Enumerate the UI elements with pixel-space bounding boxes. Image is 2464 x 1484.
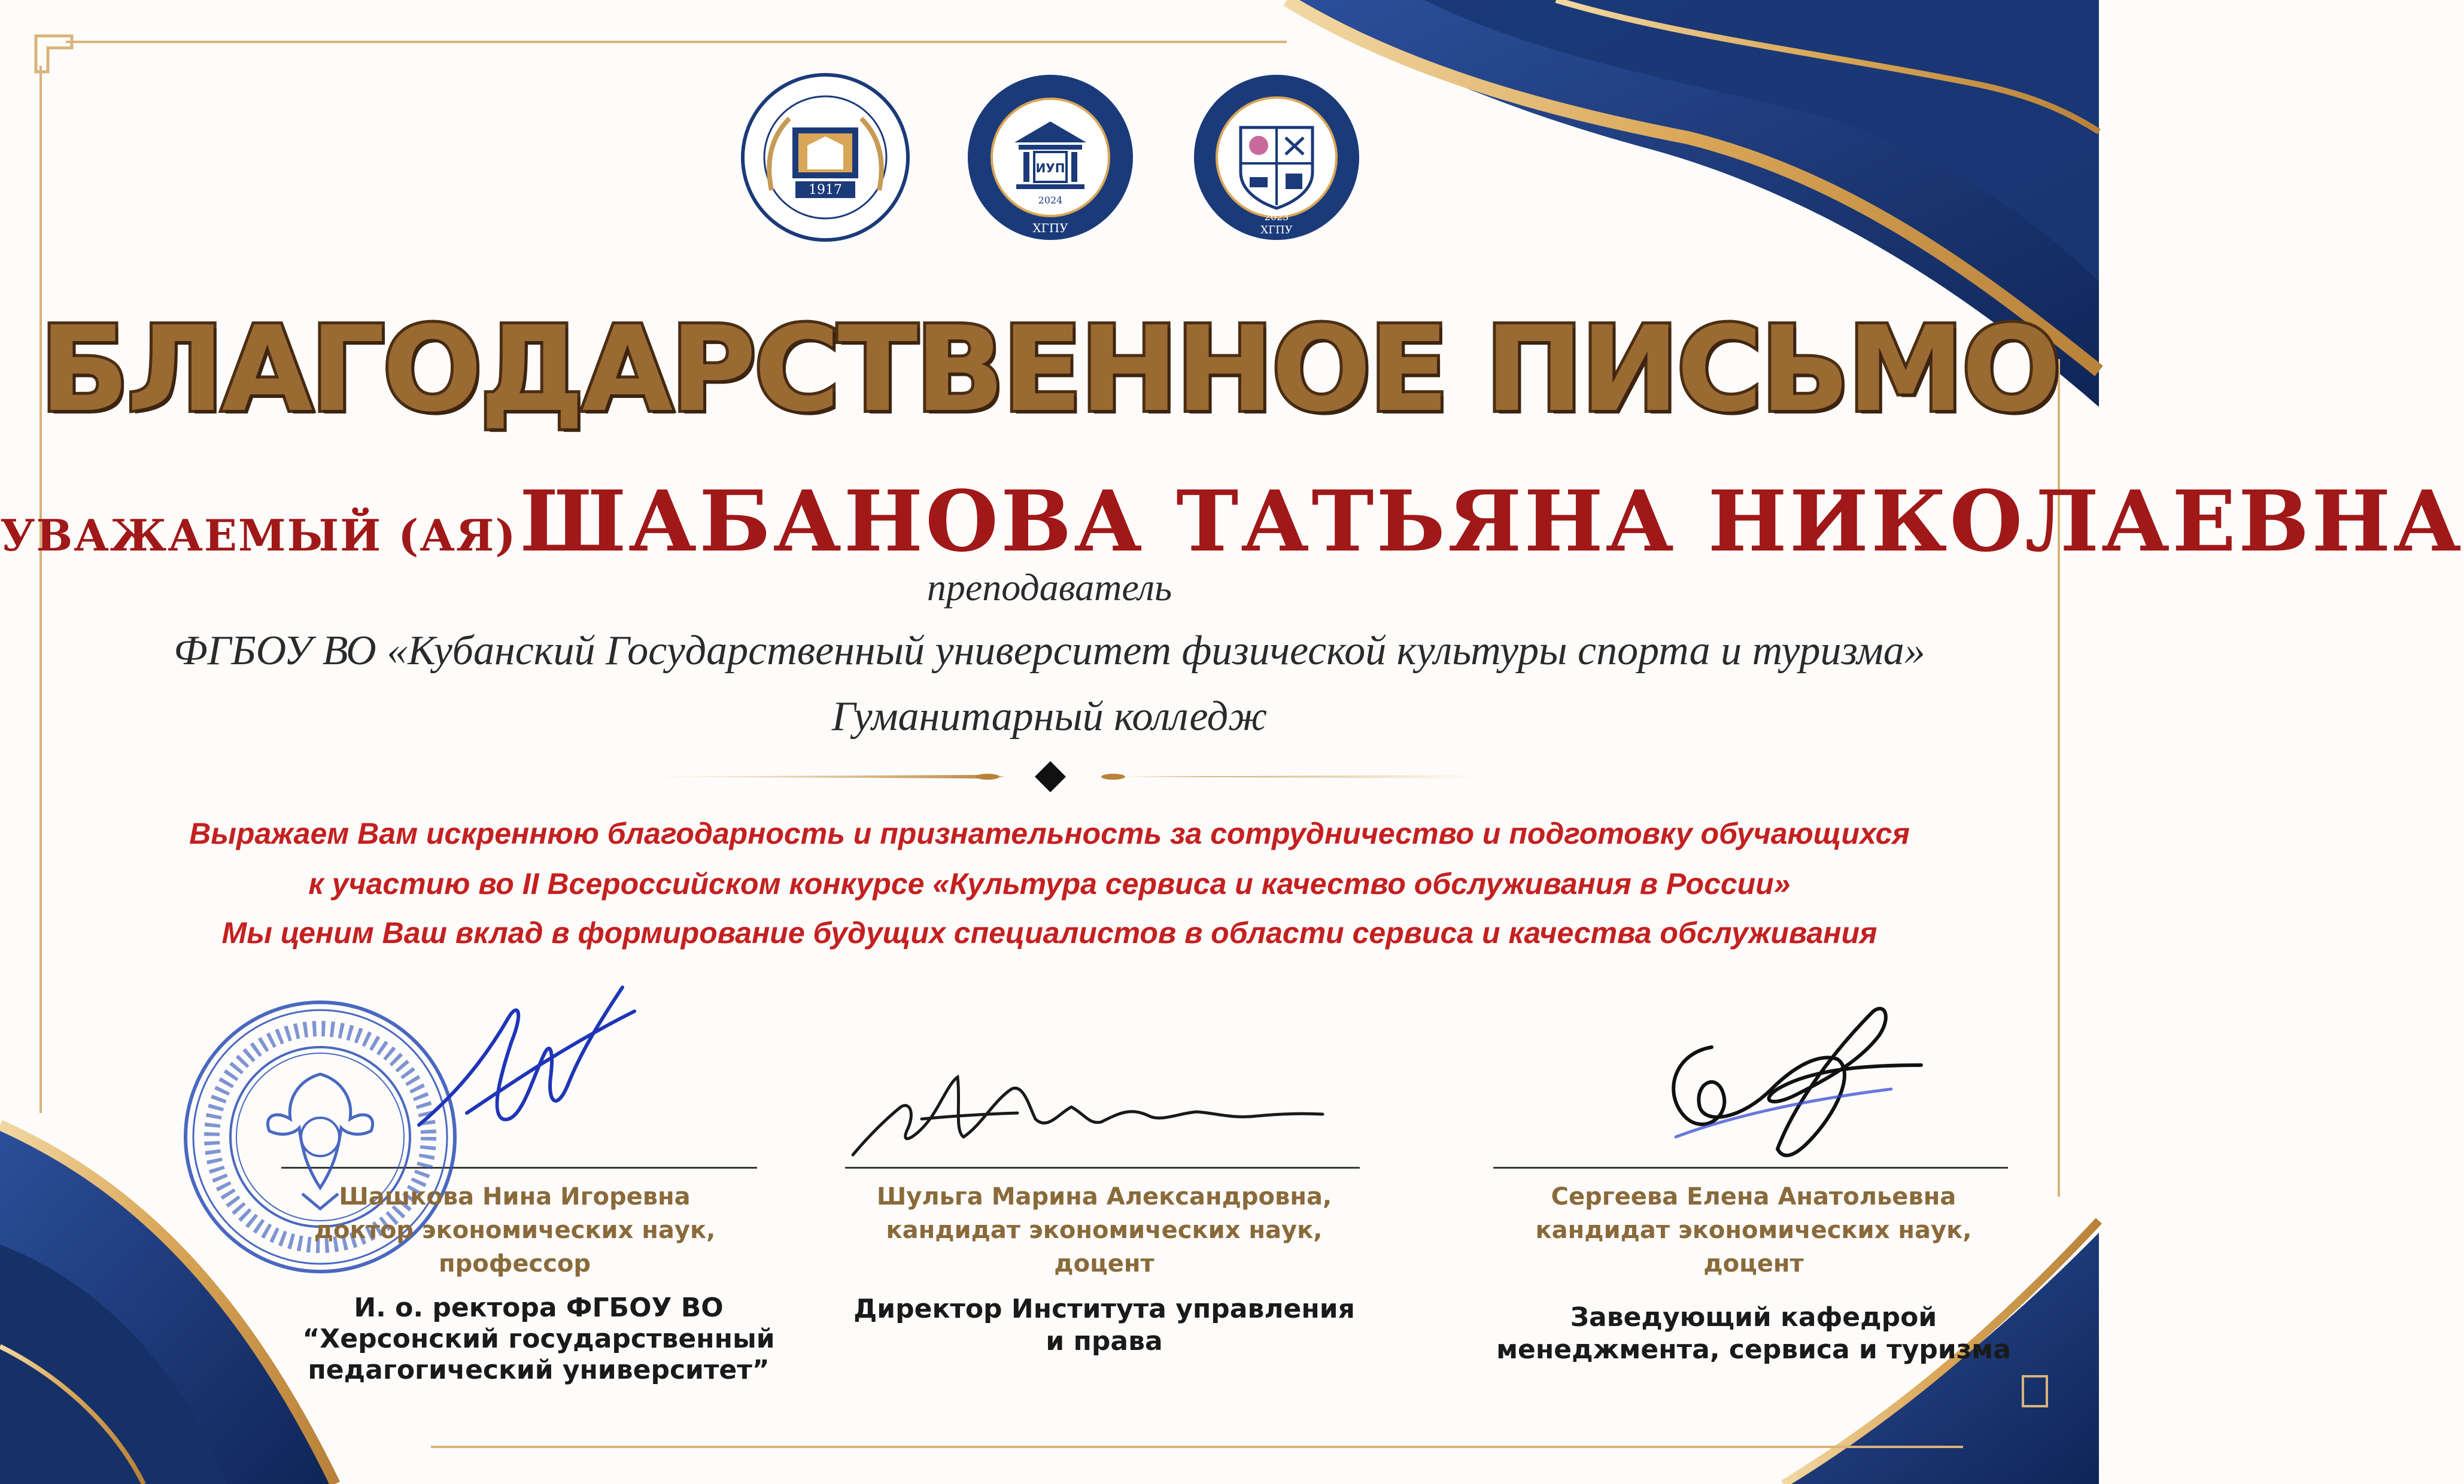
ornamental-divider — [622, 759, 1478, 795]
svg-text:2023: 2023 — [1264, 211, 1289, 223]
signatory-1-role-line-1: И. о. ректора ФГБОУ ВО — [354, 1293, 724, 1323]
recipient-organization: ФГБОУ ВО «Кубанский Государственный университет физической культуры спорта и туризма» — [174, 628, 1925, 674]
signature-3-icon — [1640, 999, 1951, 1173]
recipient-department: Гуманитарный колледж — [831, 694, 1268, 740]
document-title: БЛАГОДАРСТВЕННОЕ ПИСЬМО — [40, 302, 2059, 438]
addressee-line — [0, 473, 2464, 571]
signatory-1-role-line-3: педагогический университет” — [308, 1355, 770, 1385]
institute-logo-icon — [964, 71, 1137, 244]
signatory-2-role-line-1: Директор Института управления — [853, 1294, 1355, 1324]
signatory-1-degree: доктор экономических наук, — [314, 1217, 716, 1244]
signatory-2-title: доцент — [1054, 1250, 1154, 1278]
recipient-position: преподаватель — [926, 566, 1172, 609]
signature-2-icon — [844, 1065, 1353, 1173]
recipient-name: ШАБАНОВА ТАТЬЯНА НИКОЛАЕВНА — [519, 473, 2464, 571]
signatory-3-title: доцент — [1703, 1250, 1804, 1278]
signatory-2-role-line-2: и права — [1046, 1326, 1163, 1357]
signatory-1-role-line-2: “Херсонский государственный — [302, 1324, 775, 1354]
signatory-3-role-line-2: менеджмента, сервиса и туризма — [1496, 1334, 2011, 1365]
svg-text:ХГПУ: ХГПУ — [1260, 224, 1293, 236]
signatory-2-name: Шульга Марина Александровна, — [876, 1183, 1332, 1211]
signatory-3-name: Сергеева Елена Анатольевна — [1551, 1183, 1956, 1211]
greeting: УВАЖАЕМЫЙ (АЯ) — [0, 510, 517, 561]
gratitude-line-3: Мы ценим Ваш вклад в формирование будущих специалистов в области сервиса и качества обслуживания — [221, 916, 1877, 950]
university-logo-icon — [739, 71, 912, 244]
svg-text:2024: 2024 — [1038, 194, 1063, 206]
department-logo-icon — [1190, 71, 1363, 244]
signatory-3-degree: кандидат экономических наук, — [1535, 1217, 1972, 1244]
svg-text:ИУП: ИУП — [1035, 161, 1065, 175]
signatory-2-degree: кандидат экономических наук, — [886, 1217, 1323, 1244]
gratitude-line-2: к участию во II Всероссийском конкурсе «Культура сервиса и качество обслуживания в России» — [308, 867, 1791, 901]
svg-text:1917: 1917 — [809, 183, 842, 197]
signatory-3-role-line-1: Заведующий кафедрой — [1570, 1302, 1937, 1333]
signature-1-icon — [383, 975, 658, 1173]
gratitude-line-1: Выражаем Вам искреннюю благодарность и признательность за сотрудничество и подготовку обучающихся — [189, 817, 1910, 850]
svg-text:ХГПУ: ХГПУ — [1032, 221, 1068, 235]
signatory-1-name: Шашкова Нина Игоревна — [339, 1183, 691, 1211]
signatory-1-title: профессор — [438, 1250, 591, 1278]
